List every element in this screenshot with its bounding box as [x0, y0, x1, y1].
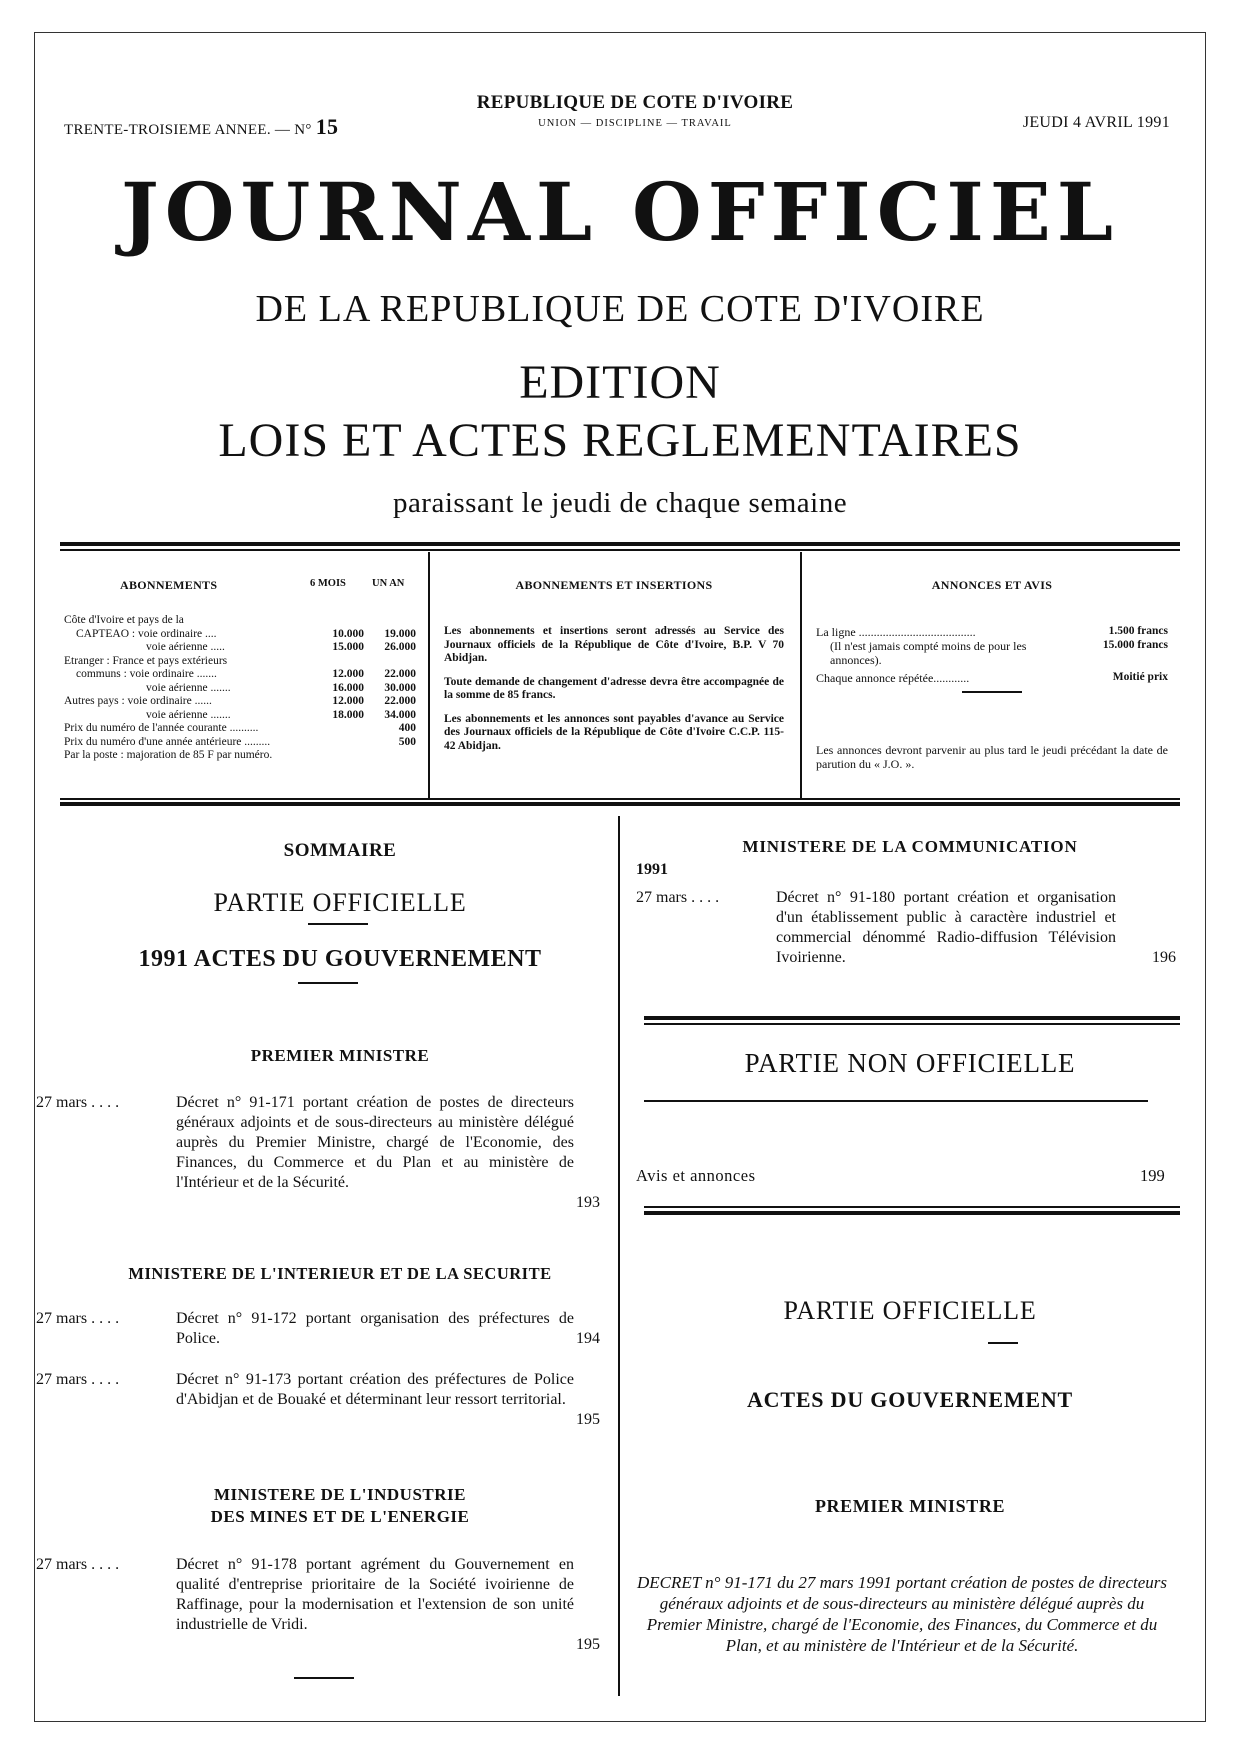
ministere-interieur-heading: MINISTERE DE L'INTERIEUR ET DE LA SECURITE: [128, 1264, 552, 1283]
national-motto: UNION — DISCIPLINE — TRAVAIL: [538, 118, 732, 129]
entry-text: Décret n° 91-173 portant création des préfectures de Police d'Abidjan et de Bouaké et déterminant leur ressort territorial.: [176, 1371, 574, 1408]
actes-gouvernement-title: 1991 ACTES DU GOUVERNEMENT: [138, 946, 542, 972]
partie-underline: [308, 923, 368, 925]
tarif-un-an: [364, 749, 416, 763]
tarif-un-an: [364, 655, 416, 669]
annonces-box: [816, 578, 1168, 771]
tarif-un-an: 30.000: [384, 681, 416, 694]
year-label: 1991: [636, 861, 668, 878]
tarif-row: [64, 628, 416, 642]
entry-date: 27 mars . . . .: [36, 1094, 120, 1111]
publication-frequency: paraissant le jeudi de chaque semaine: [392, 487, 848, 519]
tarif-row: [64, 682, 416, 696]
sommaire-title: SOMMAIRE: [283, 840, 397, 861]
tarif-un-an: [364, 614, 416, 628]
ministere-industrie-line-1: MINISTERE DE L'INDUSTRIE: [214, 1485, 466, 1504]
tarif-6-mois: 18.000: [332, 708, 364, 721]
annonce-repetee-label: Chaque annonce répétée............: [816, 671, 970, 685]
tarif-un-an: 22.000: [384, 695, 416, 707]
sommaire-entry-2: [36, 1309, 610, 1353]
col-6-mois: 6 MOIS: [310, 578, 346, 589]
republic-name: REPUBLIQUE DE COTE D'IVOIRE: [476, 92, 794, 113]
tarif-label: voie aérienne .......: [146, 681, 231, 694]
entry-page: 196: [1152, 949, 1176, 966]
non-officielle-top-rule-thin: [644, 1023, 1180, 1025]
left-end-rule: [294, 1677, 354, 1679]
tarif-un-an: 400: [398, 722, 416, 734]
tarif-row: [64, 668, 416, 682]
annonces-title: ANNONCES ET AVIS: [931, 578, 1053, 592]
tarif-label: CAPTEAO : voie ordinaire ....: [76, 627, 217, 640]
entry-page: 194: [576, 1330, 600, 1347]
tarif-6-mois: 10.000: [332, 627, 364, 640]
actes-gouvernement-body-title: ACTES DU GOUVERNEMENT: [746, 1387, 1074, 1412]
box-divider-2: [800, 552, 802, 800]
avis-annonces-page: 199: [1140, 1166, 1165, 1185]
actes-underline: [298, 982, 358, 984]
tarif-row: [64, 709, 416, 723]
sommaire-entry-5: [636, 888, 1176, 972]
edition-name: LOIS ET ACTES REGLEMENTAIRES: [218, 414, 1022, 467]
masthead-title: JOURNAL OFFICIEL: [120, 165, 1120, 259]
sommaire-entry-1: [36, 1093, 610, 1223]
premier-ministre-body-heading: PREMIER MINISTRE: [814, 1496, 1006, 1516]
tarif-un-an: 22.000: [384, 668, 416, 680]
tarif-6-mois: [312, 736, 364, 750]
box-bottom-rule-thin: [60, 798, 1180, 800]
tarif-6-mois: [312, 614, 364, 628]
entry-date: 27 mars . . . .: [636, 889, 720, 906]
tarif-table: [64, 614, 416, 763]
issue-date: JEUDI 4 AVRIL 1991: [1022, 114, 1170, 131]
sommaire-entry-3: [36, 1370, 610, 1434]
issue-label: [64, 114, 338, 140]
abonnements-box: [64, 578, 416, 763]
tarif-label: voie aérienne .......: [146, 708, 231, 721]
tarif-6-mois: [312, 749, 364, 763]
entry-date: 27 mars . . . .: [36, 1556, 120, 1573]
annonce-ligne-label: La ligne .......................................: [816, 625, 976, 639]
tarif-6-mois: 12.000: [332, 668, 364, 680]
tarif-6-mois: 15.000: [332, 641, 364, 653]
tarif-6-mois: [312, 722, 364, 736]
premier-ministre-heading: PREMIER MINISTRE: [250, 1046, 430, 1065]
insertions-paragraph-2: Toute demande de changement d'adresse devra être accompagnée de la somme de 85 francs.: [444, 675, 784, 701]
annonces-footer: Les annonces devront parvenir au plus tard le jeudi précédant la date de parution du « J.O. ».: [816, 742, 1168, 771]
annonce-ligne-price: 1.500 francs: [1108, 625, 1168, 637]
abonnements-insertions-title: ABONNEMENTS ET INSERTIONS: [515, 578, 713, 592]
tarif-6-mois: 16.000: [332, 681, 364, 694]
tarif-label: voie aérienne .....: [146, 641, 225, 653]
tarif-row: [64, 641, 416, 655]
republic-header: [420, 92, 850, 129]
masthead-subtitle: DE LA REPUBLIQUE DE COTE D'IVOIRE: [255, 288, 985, 330]
ministere-communication-heading: MINISTERE DE LA COMMUNICATION: [742, 837, 1078, 856]
tarif-row: [64, 695, 416, 709]
tarif-row: [64, 655, 416, 669]
avis-annonces-label: Avis et annonces: [636, 1166, 756, 1185]
box-top-rule: [60, 542, 1180, 546]
tarif-label: Par la poste : majoration de 85 F par numéro.: [64, 749, 273, 761]
entry-text: Décret n° 91-180 portant création et organisation d'un établissement public à caractère industriel et commercial dénommé Radio-diffusion Télévision Ivoirienne.: [776, 889, 1116, 966]
tarif-row: [64, 722, 416, 736]
annonce-repetee-price: Moitié prix: [1112, 671, 1168, 683]
ministere-industrie-heading: [60, 1484, 620, 1528]
insertions-paragraph-3: Les abonnements et les annonces sont payables d'avance au Service des Journaux officiels de la République de Côte d'Ivoire C.C.P. 115-42 Abidjan.: [444, 712, 784, 752]
entry-page: 195: [576, 1411, 600, 1428]
tarif-6-mois: 12.000: [332, 695, 364, 707]
annonces-divider: [962, 691, 1022, 693]
partie-officielle-body-title: PARTIE OFFICIELLE: [783, 1296, 1037, 1325]
tarif-label: Prix du numéro de l'année courante ..........: [64, 722, 259, 734]
annonce-minimum-label: (Il n'est jamais compté moins de pour les annonces).: [830, 639, 1027, 667]
box-top-rule-thin: [60, 549, 1180, 551]
partie-non-officielle-title: PARTIE NON OFFICIELLE: [744, 1048, 1076, 1078]
entry-text: Décret n° 91-178 portant agrément du Gouvernement en qualité d'entreprise prioritaire de la Société ivoirienne de Raffinage, pour la modernisation et l'extension de son unité industrielle de Vridi.: [176, 1556, 574, 1633]
tarif-label: Prix du numéro d'une année antérieure .........: [64, 735, 271, 748]
abonnements-title: ABONNEMENTS: [120, 578, 218, 592]
entry-page: 195: [576, 1636, 600, 1653]
entry-text: Décret n° 91-171 portant création de postes de directeurs généraux adjoints et de sous-directeurs au ministère délégué auprès du Premier Ministre, chargé de l'Economie, des Finances, du Commerce et du Plan et au ministère de l'Intérieur et de la Sécurité.: [176, 1094, 574, 1191]
box-divider-1: [428, 552, 430, 800]
ministere-industrie-line-2: DES MINES ET DE L'ENERGIE: [210, 1507, 470, 1526]
tarif-label: Côte d'Ivoire et pays de la: [64, 614, 184, 626]
tarif-label: Etranger : France et pays extérieurs: [64, 654, 228, 667]
avis-bottom-rule-thin: [644, 1206, 1180, 1208]
non-officielle-top-rule: [644, 1016, 1180, 1020]
partie-body-underline: [988, 1342, 1018, 1344]
decret-title: DECRET n° 91-171 du 27 mars 1991 portant création de postes de directeurs généraux adjoints et de sous-directeurs au ministère délégué auprès du Premier Ministre, chargé de l'Economie, des Finances, du Commerce et du Plan, et au ministère de l'Intérieur et de la Sécurité.: [637, 1573, 1167, 1655]
edition-label: EDITION: [519, 356, 721, 409]
tarif-un-an: 19.000: [384, 627, 416, 640]
tarif-row: [64, 749, 416, 763]
entry-date: 27 mars . . . .: [36, 1310, 120, 1327]
abonnements-insertions-box: [444, 578, 784, 753]
entry-text: Décret n° 91-172 portant organisation des préfectures de Police.: [176, 1310, 574, 1347]
partie-officielle-title: PARTIE OFFICIELLE: [213, 888, 467, 917]
col-un-an: UN AN: [372, 578, 405, 589]
tarif-label: Autres pays : voie ordinaire ......: [64, 695, 212, 707]
tarif-un-an: 26.000: [384, 641, 416, 653]
tarif-label: communs : voie ordinaire .......: [76, 668, 217, 680]
tarif-row: [64, 736, 416, 750]
insertions-paragraph-1: Les abonnements et insertions seront adressés au Service des Journaux officiels de la République de Côte d'Ivoire, B.P. V 70 Abidjan.: [444, 625, 784, 664]
annonce-minimum-price: 15.000 francs: [1102, 639, 1168, 651]
tarif-6-mois: [312, 655, 364, 669]
page-frame: [34, 32, 1206, 1722]
entry-date: 27 mars . . . .: [36, 1371, 120, 1388]
entry-page: 193: [576, 1194, 600, 1211]
sommaire-entry-4: [36, 1555, 610, 1665]
issue-number: 15: [315, 114, 339, 139]
box-bottom-rule: [60, 802, 1180, 806]
avis-bottom-rule: [644, 1211, 1180, 1215]
tarif-row: [64, 614, 416, 628]
tarif-un-an: 500: [398, 735, 416, 748]
tarif-un-an: 34.000: [384, 708, 416, 721]
year-issue-label: TRENTE-TROISIEME ANNEE. — N°: [64, 122, 312, 138]
non-officielle-underline: [644, 1100, 1148, 1102]
